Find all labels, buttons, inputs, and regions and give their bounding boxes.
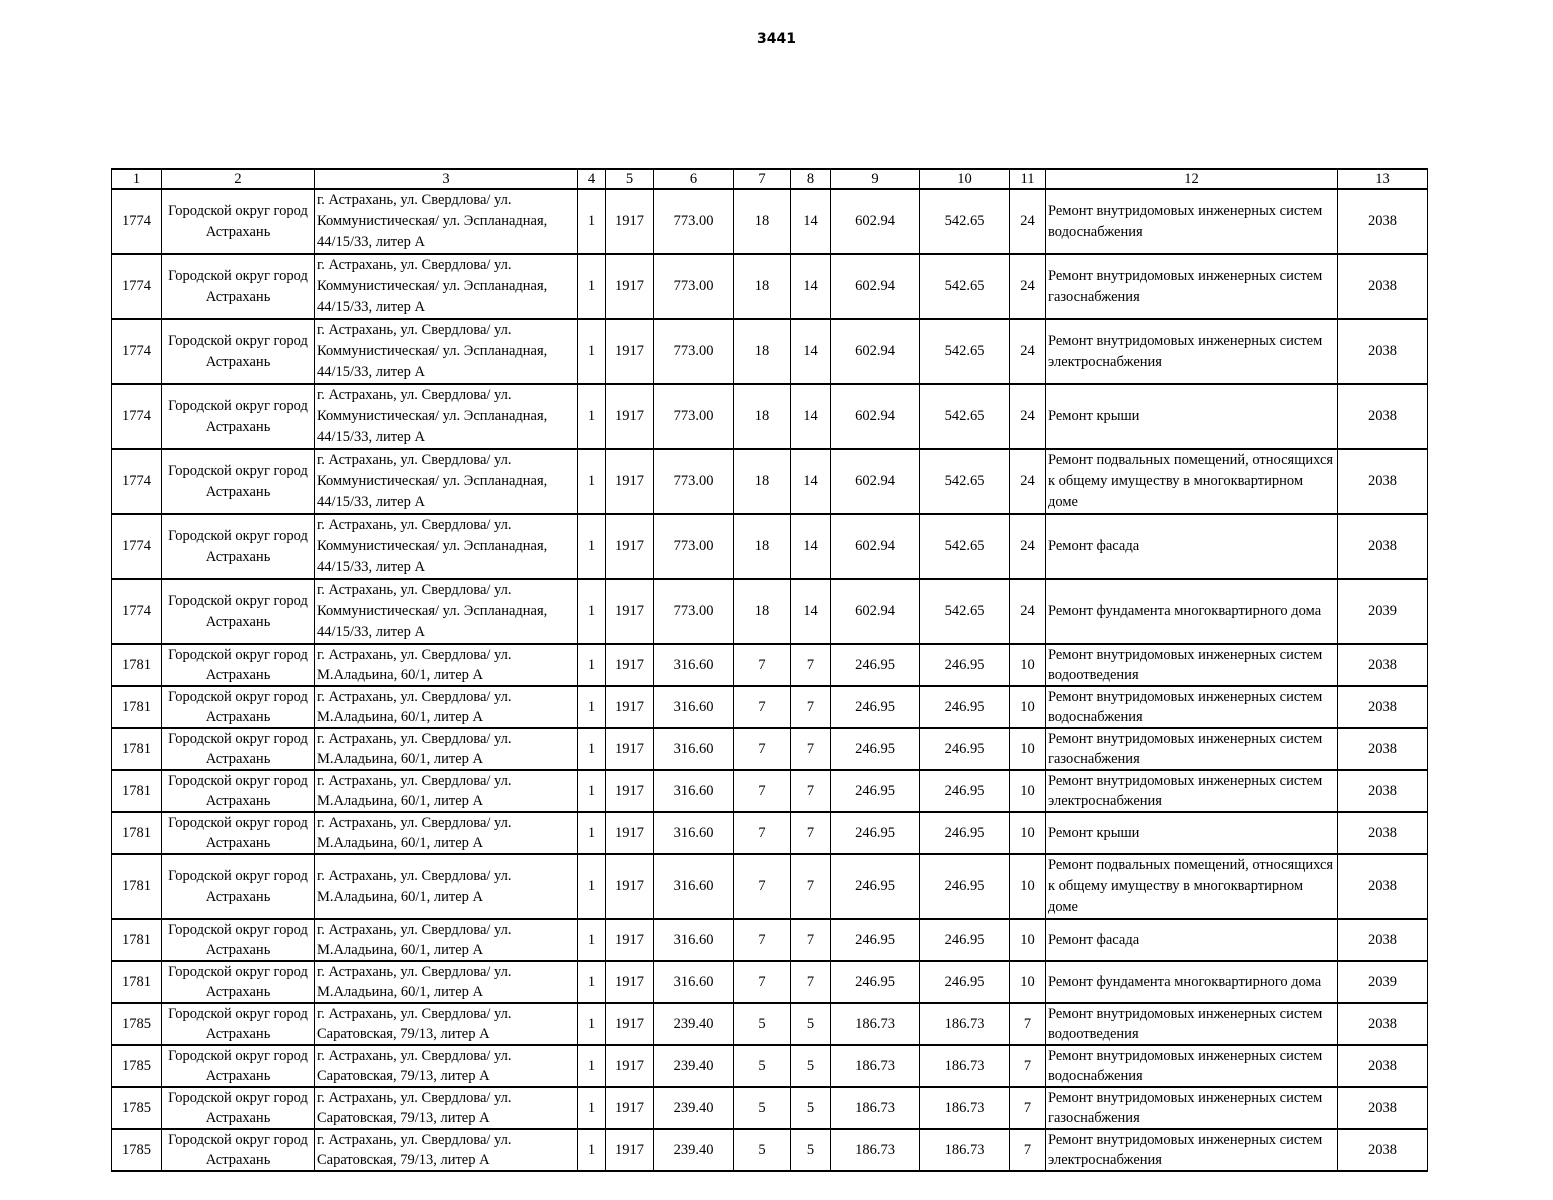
year-built-cell: 1917 [606, 1045, 654, 1087]
residential-area-cell: 602.94 [831, 319, 920, 384]
residential-area-cell: 246.95 [831, 961, 920, 1003]
total-area-cell: 316.60 [654, 770, 734, 812]
year-built-cell: 1917 [606, 254, 654, 319]
apartments-total-cell: 5 [734, 1045, 791, 1087]
row-number-cell: 1774 [112, 254, 162, 319]
planned-year-cell: 2038 [1338, 854, 1428, 919]
residents-cell: 7 [1010, 1003, 1046, 1045]
address-cell: г. Астрахань, ул. Свердлова/ ул. М.Аладьина, 60/1, литер А [315, 919, 578, 961]
capital-repair-table [111, 168, 1428, 1172]
table-row [112, 686, 1428, 728]
table-row [112, 961, 1428, 1003]
building-count-cell: 1 [578, 1129, 606, 1171]
residential-area-cell: 246.95 [831, 812, 920, 854]
address-cell: г. Астрахань, ул. Свердлова/ ул. Коммунистическая/ ул. Эспланадная, 44/15/33, литер А [315, 384, 578, 449]
residential-area-cell: 602.94 [831, 254, 920, 319]
repair-work-cell: Ремонт внутридомовых инженерных систем электроснабжения [1046, 319, 1338, 384]
residential-area-cell: 602.94 [831, 189, 920, 254]
private-area-cell: 246.95 [920, 686, 1010, 728]
residential-area-cell: 246.95 [831, 770, 920, 812]
column-number-row [112, 169, 1428, 189]
planned-year-cell: 2038 [1338, 514, 1428, 579]
building-count-cell: 1 [578, 961, 606, 1003]
private-area-cell: 542.65 [920, 254, 1010, 319]
row-number-cell: 1781 [112, 644, 162, 686]
apartments-residential-cell: 14 [791, 514, 831, 579]
year-built-cell: 1917 [606, 854, 654, 919]
planned-year-cell: 2038 [1338, 319, 1428, 384]
year-built-cell: 1917 [606, 514, 654, 579]
repair-work-cell: Ремонт внутридомовых инженерных систем водоснабжения [1046, 686, 1338, 728]
apartments-total-cell: 7 [734, 686, 791, 728]
building-count-cell: 1 [578, 686, 606, 728]
repair-work-cell: Ремонт фасада [1046, 919, 1338, 961]
total-area-cell: 239.40 [654, 1045, 734, 1087]
planned-year-cell: 2038 [1338, 449, 1428, 514]
building-count-cell: 1 [578, 919, 606, 961]
year-built-cell: 1917 [606, 919, 654, 961]
private-area-cell: 542.65 [920, 449, 1010, 514]
planned-year-cell: 2038 [1338, 728, 1428, 770]
planned-year-cell: 2038 [1338, 686, 1428, 728]
building-count-cell: 1 [578, 728, 606, 770]
private-area-cell: 246.95 [920, 728, 1010, 770]
apartments-residential-cell: 7 [791, 686, 831, 728]
row-number-cell: 1774 [112, 189, 162, 254]
private-area-cell: 542.65 [920, 579, 1010, 644]
address-cell: г. Астрахань, ул. Свердлова/ ул. М.Аладьина, 60/1, литер А [315, 854, 578, 919]
table-row [112, 1045, 1428, 1087]
year-built-cell: 1917 [606, 644, 654, 686]
apartments-residential-cell: 5 [791, 1087, 831, 1129]
table-row [112, 812, 1428, 854]
residential-area-cell: 186.73 [831, 1087, 920, 1129]
residents-cell: 7 [1010, 1129, 1046, 1171]
apartments-residential-cell: 14 [791, 449, 831, 514]
building-count-cell: 1 [578, 254, 606, 319]
building-count-cell: 1 [578, 449, 606, 514]
apartments-total-cell: 5 [734, 1087, 791, 1129]
residential-area-cell: 246.95 [831, 686, 920, 728]
building-count-cell: 1 [578, 854, 606, 919]
building-count-cell: 1 [578, 1003, 606, 1045]
address-cell: г. Астрахань, ул. Свердлова/ ул. М.Аладьина, 60/1, литер А [315, 961, 578, 1003]
apartments-total-cell: 18 [734, 189, 791, 254]
private-area-cell: 542.65 [920, 384, 1010, 449]
municipality-cell: Городской округ город Астрахань [162, 728, 315, 770]
planned-year-cell: 2039 [1338, 579, 1428, 644]
apartments-residential-cell: 7 [791, 644, 831, 686]
repair-work-cell: Ремонт подвальных помещений, относящихся к общему имуществу в многоквартирном доме [1046, 854, 1338, 919]
row-number-cell: 1785 [112, 1129, 162, 1171]
table-row [112, 770, 1428, 812]
municipality-cell: Городской округ город Астрахань [162, 319, 315, 384]
total-area-cell: 773.00 [654, 384, 734, 449]
row-number-cell: 1781 [112, 770, 162, 812]
private-area-cell: 186.73 [920, 1087, 1010, 1129]
private-area-cell: 542.65 [920, 319, 1010, 384]
row-number-cell: 1774 [112, 319, 162, 384]
apartments-total-cell: 7 [734, 728, 791, 770]
address-cell: г. Астрахань, ул. Свердлова/ ул. М.Аладьина, 60/1, литер А [315, 686, 578, 728]
apartments-residential-cell: 14 [791, 189, 831, 254]
residents-cell: 10 [1010, 919, 1046, 961]
private-area-cell: 246.95 [920, 854, 1010, 919]
year-built-cell: 1917 [606, 686, 654, 728]
apartments-residential-cell: 7 [791, 770, 831, 812]
residential-area-cell: 602.94 [831, 384, 920, 449]
apartments-total-cell: 5 [734, 1003, 791, 1045]
municipality-cell: Городской округ город Астрахань [162, 686, 315, 728]
residents-cell: 24 [1010, 449, 1046, 514]
address-cell: г. Астрахань, ул. Свердлова/ ул. Саратовская, 79/13, литер А [315, 1129, 578, 1171]
row-number-cell: 1774 [112, 514, 162, 579]
planned-year-cell: 2039 [1338, 961, 1428, 1003]
municipality-cell: Городской округ город Астрахань [162, 812, 315, 854]
total-area-cell: 239.40 [654, 1087, 734, 1129]
row-number-cell: 1781 [112, 919, 162, 961]
apartments-total-cell: 7 [734, 854, 791, 919]
page-number: 3441 [757, 31, 796, 47]
total-area-cell: 239.40 [654, 1003, 734, 1045]
repair-work-cell: Ремонт внутридомовых инженерных систем газоснабжения [1046, 1087, 1338, 1129]
table-row [112, 1129, 1428, 1171]
column-header-6: 6 [654, 169, 734, 189]
repair-work-cell: Ремонт внутридомовых инженерных систем газоснабжения [1046, 254, 1338, 319]
building-count-cell: 1 [578, 319, 606, 384]
building-count-cell: 1 [578, 189, 606, 254]
repair-work-cell: Ремонт внутридомовых инженерных систем водоотведения [1046, 644, 1338, 686]
table-row [112, 1003, 1428, 1045]
apartments-total-cell: 18 [734, 514, 791, 579]
address-cell: г. Астрахань, ул. Свердлова/ ул. Коммунистическая/ ул. Эспланадная, 44/15/33, литер А [315, 319, 578, 384]
residents-cell: 7 [1010, 1045, 1046, 1087]
year-built-cell: 1917 [606, 1003, 654, 1045]
apartments-residential-cell: 7 [791, 812, 831, 854]
table-row [112, 319, 1428, 384]
residents-cell: 10 [1010, 728, 1046, 770]
apartments-total-cell: 7 [734, 644, 791, 686]
column-header-3: 3 [315, 169, 578, 189]
residents-cell: 7 [1010, 1087, 1046, 1129]
municipality-cell: Городской округ город Астрахань [162, 514, 315, 579]
private-area-cell: 246.95 [920, 919, 1010, 961]
residents-cell: 10 [1010, 686, 1046, 728]
residents-cell: 24 [1010, 189, 1046, 254]
building-count-cell: 1 [578, 1087, 606, 1129]
residents-cell: 10 [1010, 812, 1046, 854]
total-area-cell: 773.00 [654, 514, 734, 579]
year-built-cell: 1917 [606, 1087, 654, 1129]
apartments-residential-cell: 7 [791, 919, 831, 961]
address-cell: г. Астрахань, ул. Свердлова/ ул. Коммунистическая/ ул. Эспланадная, 44/15/33, литер А [315, 254, 578, 319]
address-cell: г. Астрахань, ул. Свердлова/ ул. М.Аладьина, 60/1, литер А [315, 728, 578, 770]
total-area-cell: 316.60 [654, 686, 734, 728]
total-area-cell: 316.60 [654, 854, 734, 919]
apartments-total-cell: 7 [734, 961, 791, 1003]
apartments-total-cell: 18 [734, 254, 791, 319]
apartments-residential-cell: 5 [791, 1129, 831, 1171]
apartments-total-cell: 18 [734, 449, 791, 514]
table-row [112, 579, 1428, 644]
planned-year-cell: 2038 [1338, 189, 1428, 254]
repair-work-cell: Ремонт фасада [1046, 514, 1338, 579]
row-number-cell: 1785 [112, 1087, 162, 1129]
year-built-cell: 1917 [606, 1129, 654, 1171]
apartments-total-cell: 18 [734, 579, 791, 644]
row-number-cell: 1774 [112, 579, 162, 644]
year-built-cell: 1917 [606, 961, 654, 1003]
year-built-cell: 1917 [606, 449, 654, 514]
total-area-cell: 239.40 [654, 1129, 734, 1171]
apartments-total-cell: 18 [734, 384, 791, 449]
municipality-cell: Городской округ город Астрахань [162, 1087, 315, 1129]
total-area-cell: 316.60 [654, 728, 734, 770]
building-count-cell: 1 [578, 384, 606, 449]
row-number-cell: 1774 [112, 449, 162, 514]
municipality-cell: Городской округ город Астрахань [162, 854, 315, 919]
column-header-9: 9 [831, 169, 920, 189]
residential-area-cell: 246.95 [831, 854, 920, 919]
table-row [112, 919, 1428, 961]
address-cell: г. Астрахань, ул. Свердлова/ ул. М.Аладьина, 60/1, литер А [315, 644, 578, 686]
column-header-11: 11 [1010, 169, 1046, 189]
private-area-cell: 246.95 [920, 644, 1010, 686]
residential-area-cell: 602.94 [831, 514, 920, 579]
residential-area-cell: 186.73 [831, 1045, 920, 1087]
repair-work-cell: Ремонт внутридомовых инженерных систем газоснабжения [1046, 728, 1338, 770]
municipality-cell: Городской округ город Астрахань [162, 189, 315, 254]
address-cell: г. Астрахань, ул. Свердлова/ ул. Коммунистическая/ ул. Эспланадная, 44/15/33, литер А [315, 579, 578, 644]
column-header-1: 1 [112, 169, 162, 189]
row-number-cell: 1781 [112, 961, 162, 1003]
apartments-residential-cell: 5 [791, 1045, 831, 1087]
column-header-13: 13 [1338, 169, 1428, 189]
planned-year-cell: 2038 [1338, 919, 1428, 961]
apartments-residential-cell: 7 [791, 961, 831, 1003]
residential-area-cell: 186.73 [831, 1129, 920, 1171]
apartments-total-cell: 7 [734, 812, 791, 854]
address-cell: г. Астрахань, ул. Свердлова/ ул. Саратовская, 79/13, литер А [315, 1003, 578, 1045]
residential-area-cell: 602.94 [831, 449, 920, 514]
municipality-cell: Городской округ город Астрахань [162, 579, 315, 644]
apartments-residential-cell: 14 [791, 384, 831, 449]
residential-area-cell: 602.94 [831, 579, 920, 644]
apartments-total-cell: 7 [734, 919, 791, 961]
total-area-cell: 316.60 [654, 919, 734, 961]
year-built-cell: 1917 [606, 728, 654, 770]
municipality-cell: Городской округ город Астрахань [162, 644, 315, 686]
private-area-cell: 246.95 [920, 812, 1010, 854]
total-area-cell: 773.00 [654, 319, 734, 384]
table-row [112, 384, 1428, 449]
table-row [112, 728, 1428, 770]
column-header-8: 8 [791, 169, 831, 189]
row-number-cell: 1781 [112, 812, 162, 854]
year-built-cell: 1917 [606, 812, 654, 854]
planned-year-cell: 2038 [1338, 254, 1428, 319]
residents-cell: 10 [1010, 644, 1046, 686]
year-built-cell: 1917 [606, 384, 654, 449]
column-header-5: 5 [606, 169, 654, 189]
year-built-cell: 1917 [606, 319, 654, 384]
apartments-residential-cell: 7 [791, 728, 831, 770]
apartments-total-cell: 7 [734, 770, 791, 812]
total-area-cell: 316.60 [654, 812, 734, 854]
total-area-cell: 316.60 [654, 961, 734, 1003]
planned-year-cell: 2038 [1338, 770, 1428, 812]
repair-work-cell: Ремонт крыши [1046, 812, 1338, 854]
row-number-cell: 1774 [112, 384, 162, 449]
address-cell: г. Астрахань, ул. Свердлова/ ул. М.Аладьина, 60/1, литер А [315, 770, 578, 812]
residential-area-cell: 246.95 [831, 644, 920, 686]
apartments-residential-cell: 14 [791, 319, 831, 384]
residents-cell: 10 [1010, 961, 1046, 1003]
row-number-cell: 1781 [112, 728, 162, 770]
apartments-residential-cell: 14 [791, 254, 831, 319]
column-header-12: 12 [1046, 169, 1338, 189]
private-area-cell: 246.95 [920, 961, 1010, 1003]
residents-cell: 24 [1010, 319, 1046, 384]
repair-work-cell: Ремонт внутридомовых инженерных систем водоотведения [1046, 1003, 1338, 1045]
table-row [112, 1087, 1428, 1129]
year-built-cell: 1917 [606, 189, 654, 254]
planned-year-cell: 2038 [1338, 1087, 1428, 1129]
column-header-10: 10 [920, 169, 1010, 189]
residents-cell: 24 [1010, 254, 1046, 319]
total-area-cell: 773.00 [654, 189, 734, 254]
repair-work-cell: Ремонт внутридомовых инженерных систем электроснабжения [1046, 1129, 1338, 1171]
building-count-cell: 1 [578, 514, 606, 579]
address-cell: г. Астрахань, ул. Свердлова/ ул. М.Аладьина, 60/1, литер А [315, 812, 578, 854]
apartments-residential-cell: 7 [791, 854, 831, 919]
private-area-cell: 186.73 [920, 1129, 1010, 1171]
column-header-4: 4 [578, 169, 606, 189]
residential-area-cell: 246.95 [831, 728, 920, 770]
residential-area-cell: 186.73 [831, 1003, 920, 1045]
table-row [112, 644, 1428, 686]
table-body [112, 189, 1428, 1171]
row-number-cell: 1785 [112, 1045, 162, 1087]
year-built-cell: 1917 [606, 770, 654, 812]
private-area-cell: 542.65 [920, 189, 1010, 254]
year-built-cell: 1917 [606, 579, 654, 644]
municipality-cell: Городской округ город Астрахань [162, 384, 315, 449]
table-row [112, 254, 1428, 319]
municipality-cell: Городской округ город Астрахань [162, 1003, 315, 1045]
apartments-residential-cell: 14 [791, 579, 831, 644]
repair-work-cell: Ремонт фундамента многоквартирного дома [1046, 961, 1338, 1003]
total-area-cell: 773.00 [654, 449, 734, 514]
planned-year-cell: 2038 [1338, 1129, 1428, 1171]
municipality-cell: Городской округ город Астрахань [162, 1129, 315, 1171]
municipality-cell: Городской округ город Астрахань [162, 449, 315, 514]
municipality-cell: Городской округ город Астрахань [162, 1045, 315, 1087]
table-row [112, 449, 1428, 514]
column-header-2: 2 [162, 169, 315, 189]
row-number-cell: 1781 [112, 686, 162, 728]
repair-work-cell: Ремонт подвальных помещений, относящихся к общему имуществу в многоквартирном доме [1046, 449, 1338, 514]
column-header-7: 7 [734, 169, 791, 189]
repair-work-cell: Ремонт внутридомовых инженерных систем водоснабжения [1046, 189, 1338, 254]
total-area-cell: 316.60 [654, 644, 734, 686]
planned-year-cell: 2038 [1338, 384, 1428, 449]
repair-work-cell: Ремонт крыши [1046, 384, 1338, 449]
residents-cell: 24 [1010, 514, 1046, 579]
residential-area-cell: 246.95 [831, 919, 920, 961]
row-number-cell: 1781 [112, 854, 162, 919]
municipality-cell: Городской округ город Астрахань [162, 961, 315, 1003]
municipality-cell: Городской округ город Астрахань [162, 770, 315, 812]
planned-year-cell: 2038 [1338, 812, 1428, 854]
private-area-cell: 246.95 [920, 770, 1010, 812]
address-cell: г. Астрахань, ул. Свердлова/ ул. Саратовская, 79/13, литер А [315, 1045, 578, 1087]
municipality-cell: Городской округ город Астрахань [162, 919, 315, 961]
table-header [112, 169, 1428, 189]
repair-work-cell: Ремонт внутридомовых инженерных систем электроснабжения [1046, 770, 1338, 812]
row-number-cell: 1785 [112, 1003, 162, 1045]
residents-cell: 10 [1010, 770, 1046, 812]
planned-year-cell: 2038 [1338, 1045, 1428, 1087]
residents-cell: 10 [1010, 854, 1046, 919]
building-count-cell: 1 [578, 644, 606, 686]
private-area-cell: 186.73 [920, 1045, 1010, 1087]
table-row [112, 514, 1428, 579]
building-count-cell: 1 [578, 1045, 606, 1087]
table-row [112, 854, 1428, 919]
planned-year-cell: 2038 [1338, 644, 1428, 686]
residents-cell: 24 [1010, 579, 1046, 644]
planned-year-cell: 2038 [1338, 1003, 1428, 1045]
private-area-cell: 186.73 [920, 1003, 1010, 1045]
address-cell: г. Астрахань, ул. Свердлова/ ул. Саратовская, 79/13, литер А [315, 1087, 578, 1129]
building-count-cell: 1 [578, 770, 606, 812]
repair-work-cell: Ремонт фундамента многоквартирного дома [1046, 579, 1338, 644]
address-cell: г. Астрахань, ул. Свердлова/ ул. Коммунистическая/ ул. Эспланадная, 44/15/33, литер А [315, 189, 578, 254]
table-row [112, 189, 1428, 254]
residents-cell: 24 [1010, 384, 1046, 449]
total-area-cell: 773.00 [654, 254, 734, 319]
private-area-cell: 542.65 [920, 514, 1010, 579]
apartments-total-cell: 5 [734, 1129, 791, 1171]
total-area-cell: 773.00 [654, 579, 734, 644]
repair-work-cell: Ремонт внутридомовых инженерных систем водоснабжения [1046, 1045, 1338, 1087]
address-cell: г. Астрахань, ул. Свердлова/ ул. Коммунистическая/ ул. Эспланадная, 44/15/33, литер А [315, 514, 578, 579]
address-cell: г. Астрахань, ул. Свердлова/ ул. Коммунистическая/ ул. Эспланадная, 44/15/33, литер А [315, 449, 578, 514]
building-count-cell: 1 [578, 579, 606, 644]
municipality-cell: Городской округ город Астрахань [162, 254, 315, 319]
building-count-cell: 1 [578, 812, 606, 854]
apartments-total-cell: 18 [734, 319, 791, 384]
apartments-residential-cell: 5 [791, 1003, 831, 1045]
